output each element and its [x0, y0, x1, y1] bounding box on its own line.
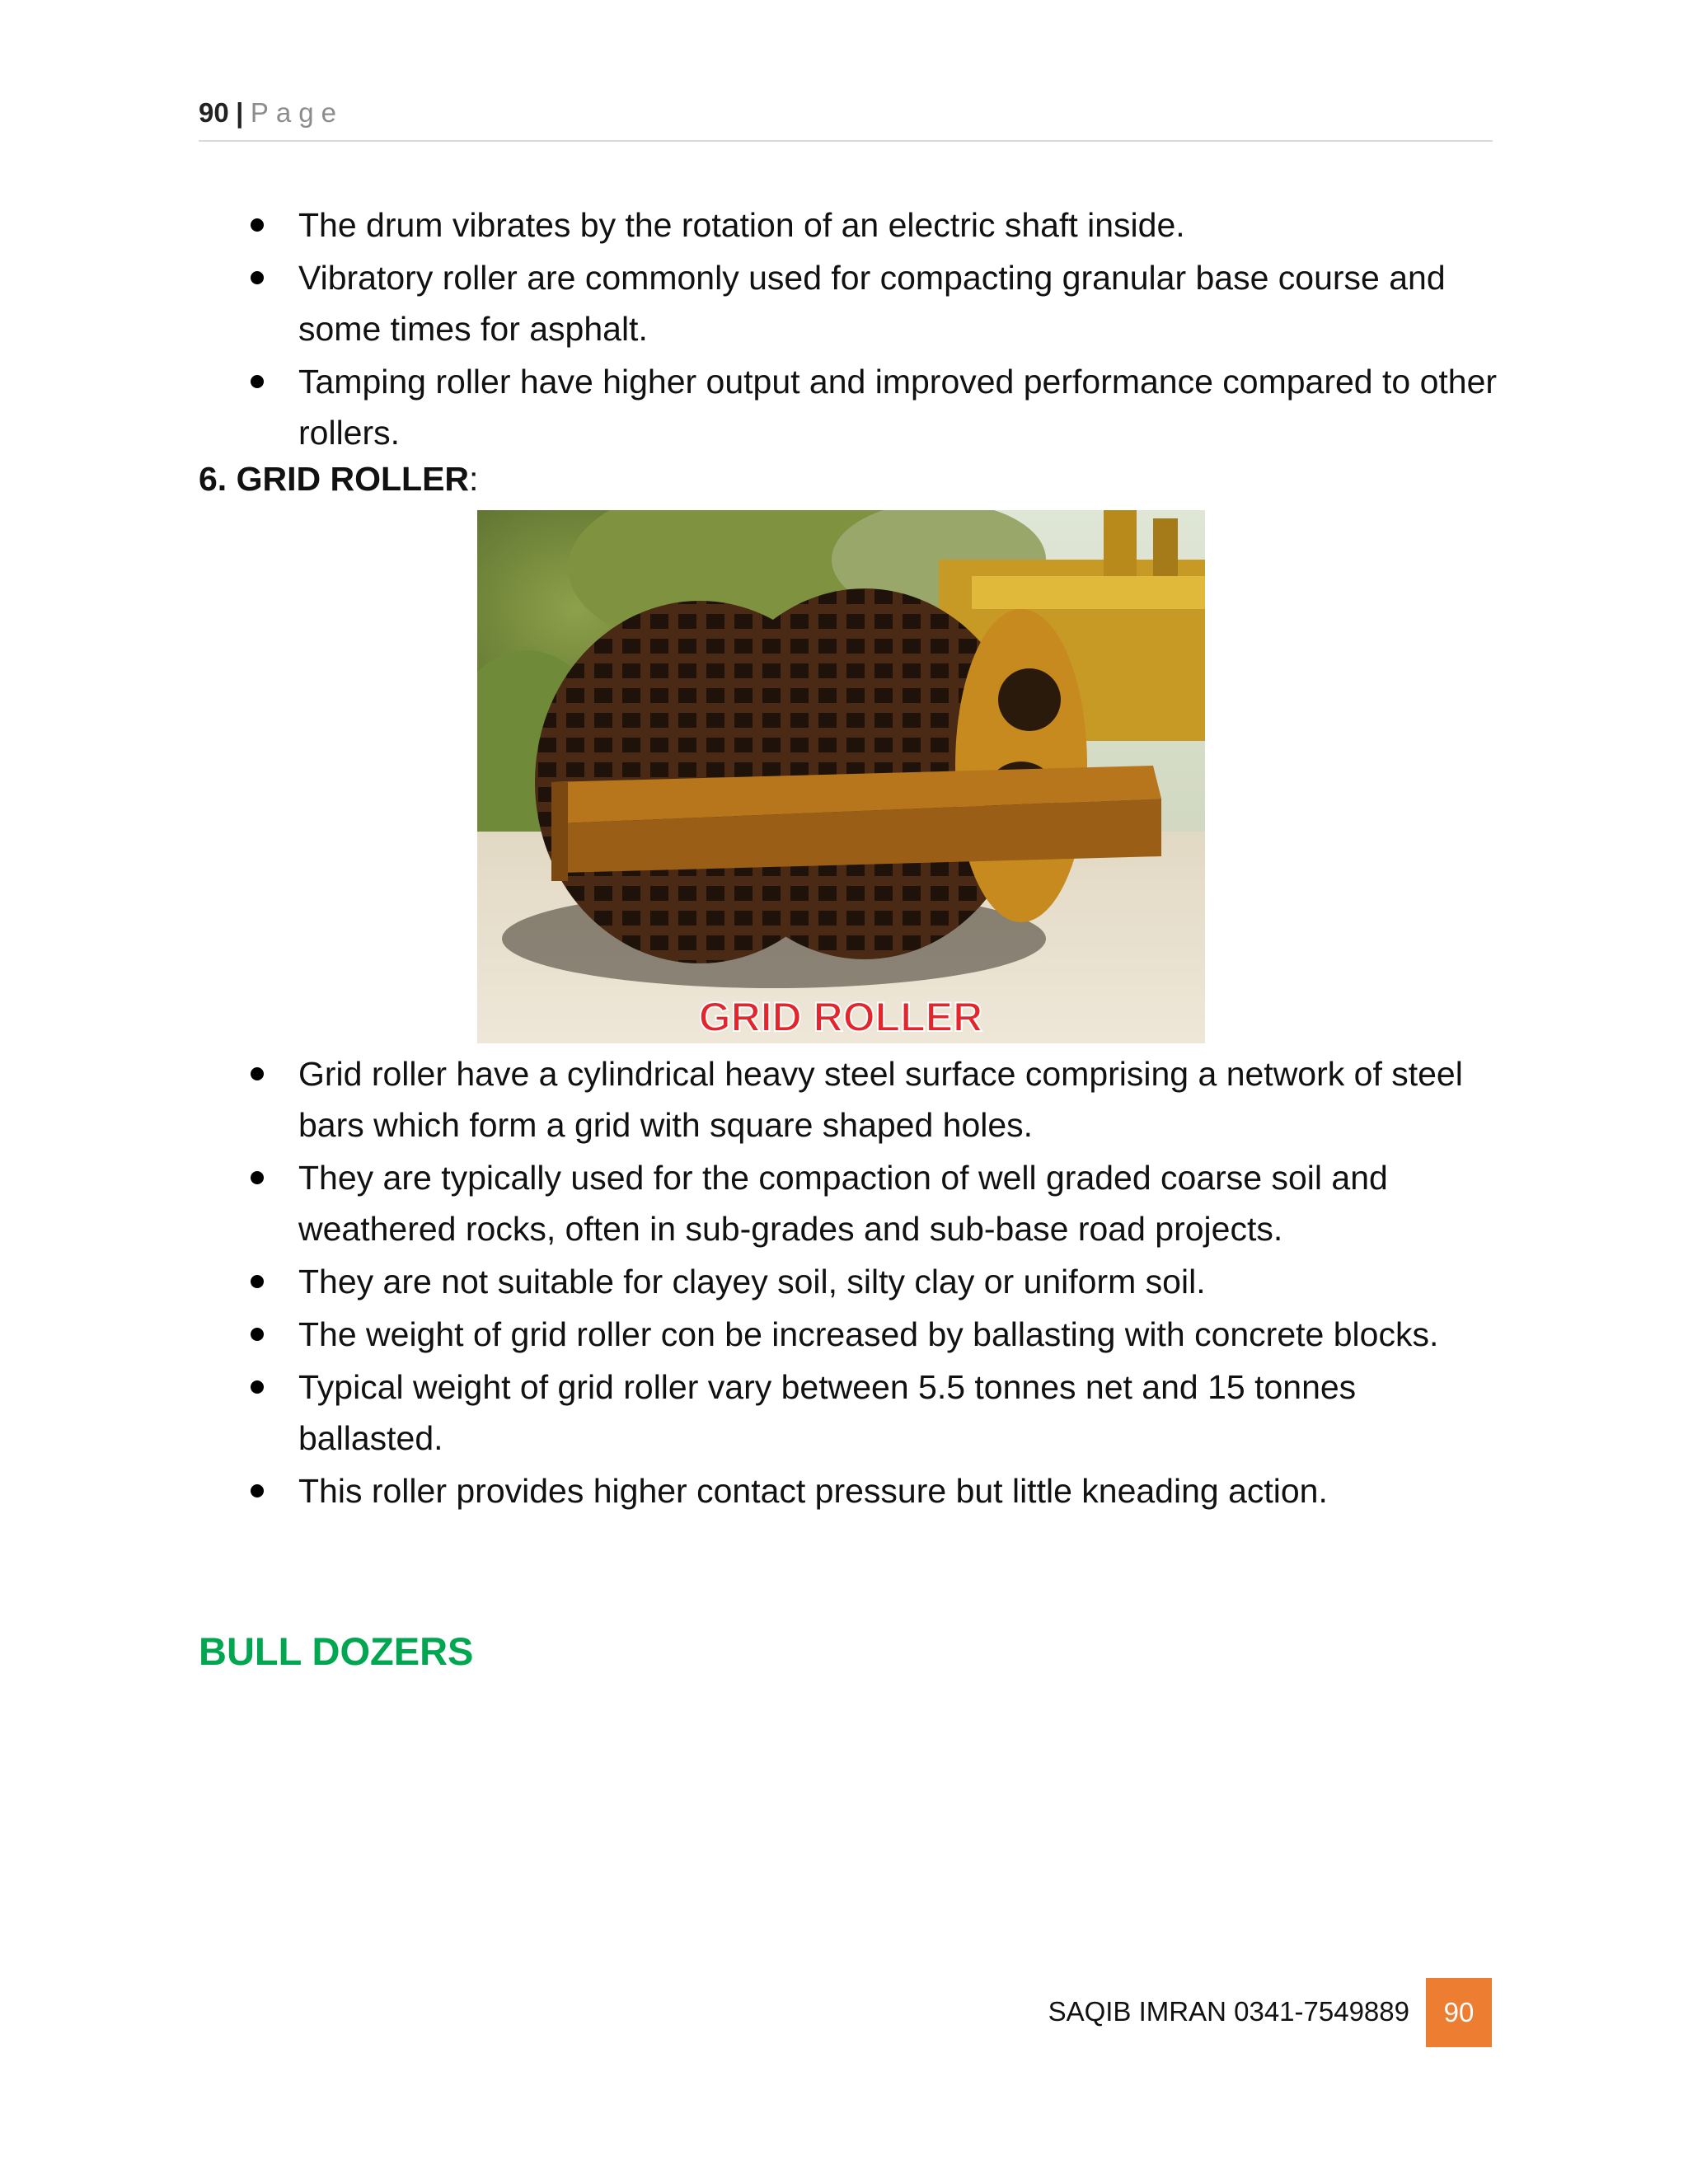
bull-dozers-heading: BULL DOZERS: [199, 1629, 474, 1673]
list-item: [247, 252, 1500, 354]
grid-roller-photo: [477, 510, 1205, 1043]
list-item: [247, 356, 1500, 458]
list-item: [247, 1309, 1500, 1360]
page-footer: [989, 1978, 1492, 2047]
bullet-icon: [251, 218, 264, 232]
list-item-text: They are typically used for the compaction of well graded coarse soil and weathered rocks, often in sub-grades and sub-base road projects.: [298, 1159, 1388, 1248]
section-title: 6. GRID ROLLER: [199, 460, 470, 498]
list-item-text: They are not suitable for clayey soil, silty clay or uniform soil.: [298, 1263, 1206, 1301]
list-item-text: Grid roller have a cylindrical heavy steel surface comprising a network of steel bars which form a grid with square shaped holes.: [298, 1055, 1463, 1144]
bullet-icon: [251, 1171, 264, 1184]
bullet-icon: [251, 1484, 264, 1497]
section-title-colon: :: [469, 460, 479, 498]
list-item: [247, 1048, 1500, 1151]
header-page-word: Page: [250, 97, 344, 128]
header-page-number: 90: [199, 97, 229, 128]
list-item: [247, 1152, 1500, 1254]
section-heading: [199, 460, 478, 499]
list-item-text: Typical weight of grid roller vary between 5.5 tonnes net and 15 tonnes ballasted.: [298, 1368, 1357, 1457]
bullet-icon: [251, 1380, 264, 1394]
bullet-icon: [251, 375, 264, 388]
bullet-icon: [251, 1328, 264, 1341]
bullet-icon: [251, 1275, 264, 1288]
list-item-text: The weight of grid roller con be increased by ballasting with concrete blocks.: [298, 1315, 1439, 1353]
footer-page-number: 90: [1426, 1978, 1492, 2047]
page-header: [199, 97, 1493, 142]
photo-caption: GRID ROLLER: [698, 994, 983, 1040]
bullet-list-grid-roller: [247, 1048, 1500, 1518]
bullet-list-vibratory: [247, 199, 1500, 460]
list-item-text: This roller provides higher contact pressure but little kneading action.: [298, 1472, 1328, 1510]
footer-author: SAQIB IMRAN 0341-7549889: [1048, 1996, 1409, 2027]
list-item: [247, 1465, 1500, 1516]
list-item: [247, 1361, 1500, 1464]
list-item-text: Vibratory roller are commonly used for compacting granular base course and some times for asphalt.: [298, 259, 1446, 348]
header-separator: |: [236, 97, 244, 128]
bullet-icon: [251, 271, 264, 284]
list-item: [247, 1256, 1500, 1307]
list-item-text: The drum vibrates by the rotation of an electric shaft inside.: [298, 206, 1185, 244]
list-item: [247, 199, 1500, 251]
bullet-icon: [251, 1067, 264, 1080]
list-item-text: Tamping roller have higher output and improved performance compared to other rollers.: [298, 363, 1498, 452]
